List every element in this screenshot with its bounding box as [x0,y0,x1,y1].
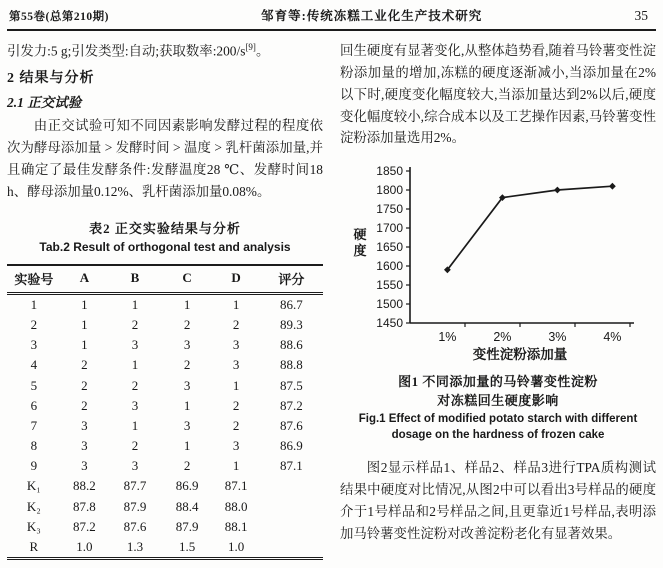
table-row [7,396,323,416]
x-tick-label: 4% [603,330,622,345]
table-cell: K₃ [26,518,41,534]
y-tick-label: 1750 [376,202,403,217]
table-cell [260,476,323,496]
table-cell: 3 [232,337,240,353]
y-tick-label: 1850 [376,164,403,179]
figure-caption-zh-line2: 对冻糕回生硬度影响 [437,393,559,409]
journal-volume: 第55卷(总第210期) [9,11,109,23]
table-cell: 87.2 [280,397,303,413]
table-cell: 2 [81,357,88,373]
table-cell: K₁ [26,478,41,494]
table-cell: 86.9 [175,478,199,494]
table-cell: 88.1 [224,518,248,534]
table-cell: 87.5 [280,377,303,393]
table-cell: 1 [30,296,38,312]
header-rule [7,29,656,31]
table-cell: 2 [183,316,191,332]
table-cell: 3 [232,357,240,373]
table-caption-en: Tab.2 Result of orthogonal test and analysis [39,239,291,254]
intro-text: 引发力:5 g;引发类型:自动;获取数率:200/s [7,43,246,59]
figure-caption-en-line2: dosage on the hardness of frozen cake [391,429,605,441]
y-tick-label: 1450 [376,316,403,331]
table-cell: 3 [131,397,139,413]
y-tick-label: 1650 [376,240,403,255]
table-header-cell: 评分 [260,265,323,294]
table-cell: 3 [183,377,191,393]
x-tick-label: 1% [438,330,457,345]
table-cell: 88.4 [175,498,199,514]
table-cell [260,517,323,537]
table-cell: 3 [81,417,88,433]
table-cell: 87.9 [175,518,199,534]
left-column [7,40,323,560]
table-cell: 88.2 [73,478,96,494]
table-cell: 3 [183,417,191,433]
table-cell: 88.0 [224,498,248,514]
data-point-marker [609,183,616,190]
table-row [7,375,323,395]
y-tick-label: 1550 [376,278,403,293]
x-tick-label: 3% [548,330,567,345]
table-body [7,293,323,558]
table-cell: 7 [30,417,38,433]
table-cell: 1.0 [227,539,245,555]
table-header-cell: D [212,265,259,294]
table-cell: 2 [232,417,240,433]
table-cell: 1 [131,417,139,433]
tpa-paragraph: 图2显示样品1、样品2、样品3进行TPA质构测试结果中硬度对比情况,从图2中可以看出3号样品的硬度介于1号样品和2号样品之间,且更靠近1号样品,表明添加马铃薯变性淀粉对改善淀粉老化有显著效果。 [340,460,656,541]
table-cell: R [29,539,39,555]
y-axis-label: 硬 [353,227,367,243]
table-cell: 1 [232,458,240,474]
intro-tail: 。 [255,43,270,59]
subsection-heading: 2.1 正交试验 [7,95,82,111]
table-row [7,355,323,375]
table-cell: 3 [131,458,139,474]
y-axis-label: 度 [353,243,367,259]
table-cell: 3 [183,337,191,353]
table-cell: 87.9 [123,498,147,514]
data-point-marker [554,187,561,194]
intro-paragraph [7,40,323,62]
table-cell: 3 [81,458,88,474]
table-cell: 1 [131,357,139,373]
table-header-cell: 实验号 [7,265,61,294]
section-heading: 2 结果与分析 [7,71,95,87]
table-cell: 4 [30,357,38,373]
running-title: 邹育等:传统冻糕工业化生产技术研究 [261,9,483,23]
chart-svg [346,159,646,362]
table-row [7,497,323,517]
table-cell: 3 [30,337,38,353]
table-header-cell: A [61,265,108,294]
figure-caption-en-line1: Fig.1 Effect of modified potato starch with different [358,412,638,425]
table-header-row [7,265,323,294]
table-cell [260,497,323,517]
table-row [7,293,323,315]
table-cell: 1 [81,337,88,353]
table-cell: 87.2 [73,518,96,534]
table-row [7,436,323,456]
table-cell: 1 [232,296,240,312]
table-row [7,416,323,436]
table-row [7,315,323,335]
citation-superscript: [9] [245,42,256,52]
table-cell: 87.8 [73,498,96,514]
figure-caption-block [340,373,656,443]
table-cell: K₂ [26,498,41,514]
table-cell: 86.9 [280,438,303,454]
table-cell: 88.8 [280,357,303,373]
table-cell: 6 [30,397,38,413]
orthogonal-table [7,264,323,560]
page-number: 35 [634,8,648,23]
table-cell: 2 [131,377,139,393]
table-cell: 86.7 [280,296,303,312]
y-tick-label: 1600 [376,259,403,274]
figure-caption-zh-line1: 图1 不同添加量的马铃薯变性淀粉 [398,374,598,390]
table-cell: 2 [183,357,191,373]
table-row [7,517,323,537]
table-cell: 2 [232,316,240,332]
hardness-paragraph: 回生硬度有显著变化,从整体趋势看,随着马铃薯变性淀粉添加量的增加,冻糕的硬度逐渐减小,当添加量在2%以下时,硬度变化幅度较大,当添加量达到2%以后,硬度变化幅度较小,综合成本以及工艺操作因素,马铃薯变性淀粉添加量选用2%。 [340,43,656,146]
x-tick-label: 2% [493,330,512,345]
table-cell: 1 [81,316,88,332]
x-axis-label: 变性淀粉添加量 [472,347,568,363]
table-cell: 1 [183,296,191,312]
table-row [7,537,323,559]
table-row [7,335,323,355]
table-row [7,456,323,476]
orthogonal-paragraph: 由正交试验可知不同因素影响发酵过程的程度依次为酵母添加量 > 发酵时间 > 温度 > 乳杆菌添加量,并且确定了最佳发酵条件:发酵温度28 ℃、发酵时间18 h、酵母添加量0.12%、乳杆菌添加量0.08%。 [7,118,323,199]
y-tick-label: 1700 [376,221,403,236]
table-cell: 2 [30,316,38,332]
table-header-cell: C [162,265,213,294]
table-cell: 1 [81,296,88,312]
table-cell [260,537,323,559]
table-head [7,265,323,294]
table-cell: 1.0 [76,539,93,555]
table-row [7,476,323,496]
table-cell: 1.5 [178,539,196,555]
table-cell: 87.7 [123,478,147,494]
table-caption-zh: 表2 正交实验结果与分析 [89,220,241,236]
table-cell: 1 [232,377,240,393]
table-cell: 3 [81,438,88,454]
table-cell: 2 [131,316,139,332]
table-cell: 87.6 [123,518,147,534]
table-cell: 1 [131,296,139,312]
table-cell: 87.6 [280,417,303,433]
page-header [7,4,656,29]
table-cell: 87.1 [224,478,248,494]
table-cell: 2 [183,458,191,474]
table-cell: 88.6 [280,337,303,353]
table-cell: 8 [30,438,38,454]
table-cell: 1.3 [126,539,144,555]
table-cell: 9 [30,458,38,474]
table-cell: 1 [183,397,191,413]
right-column [340,40,656,560]
table-cell: 87.1 [280,458,303,474]
table-cell: 3 [232,438,240,454]
y-tick-label: 1500 [376,297,403,312]
table-cell: 2 [131,438,139,454]
table-cell: 2 [232,397,240,413]
table-cell: 1 [183,438,191,454]
table-cell: 2 [81,377,88,393]
figure-1 [346,159,656,367]
table-cell: 5 [30,377,38,393]
table-cell: 2 [81,397,88,413]
table-cell: 89.3 [280,316,303,332]
table-header-cell: B [108,265,162,294]
table-cell: 3 [131,337,139,353]
y-tick-label: 1800 [376,183,403,198]
